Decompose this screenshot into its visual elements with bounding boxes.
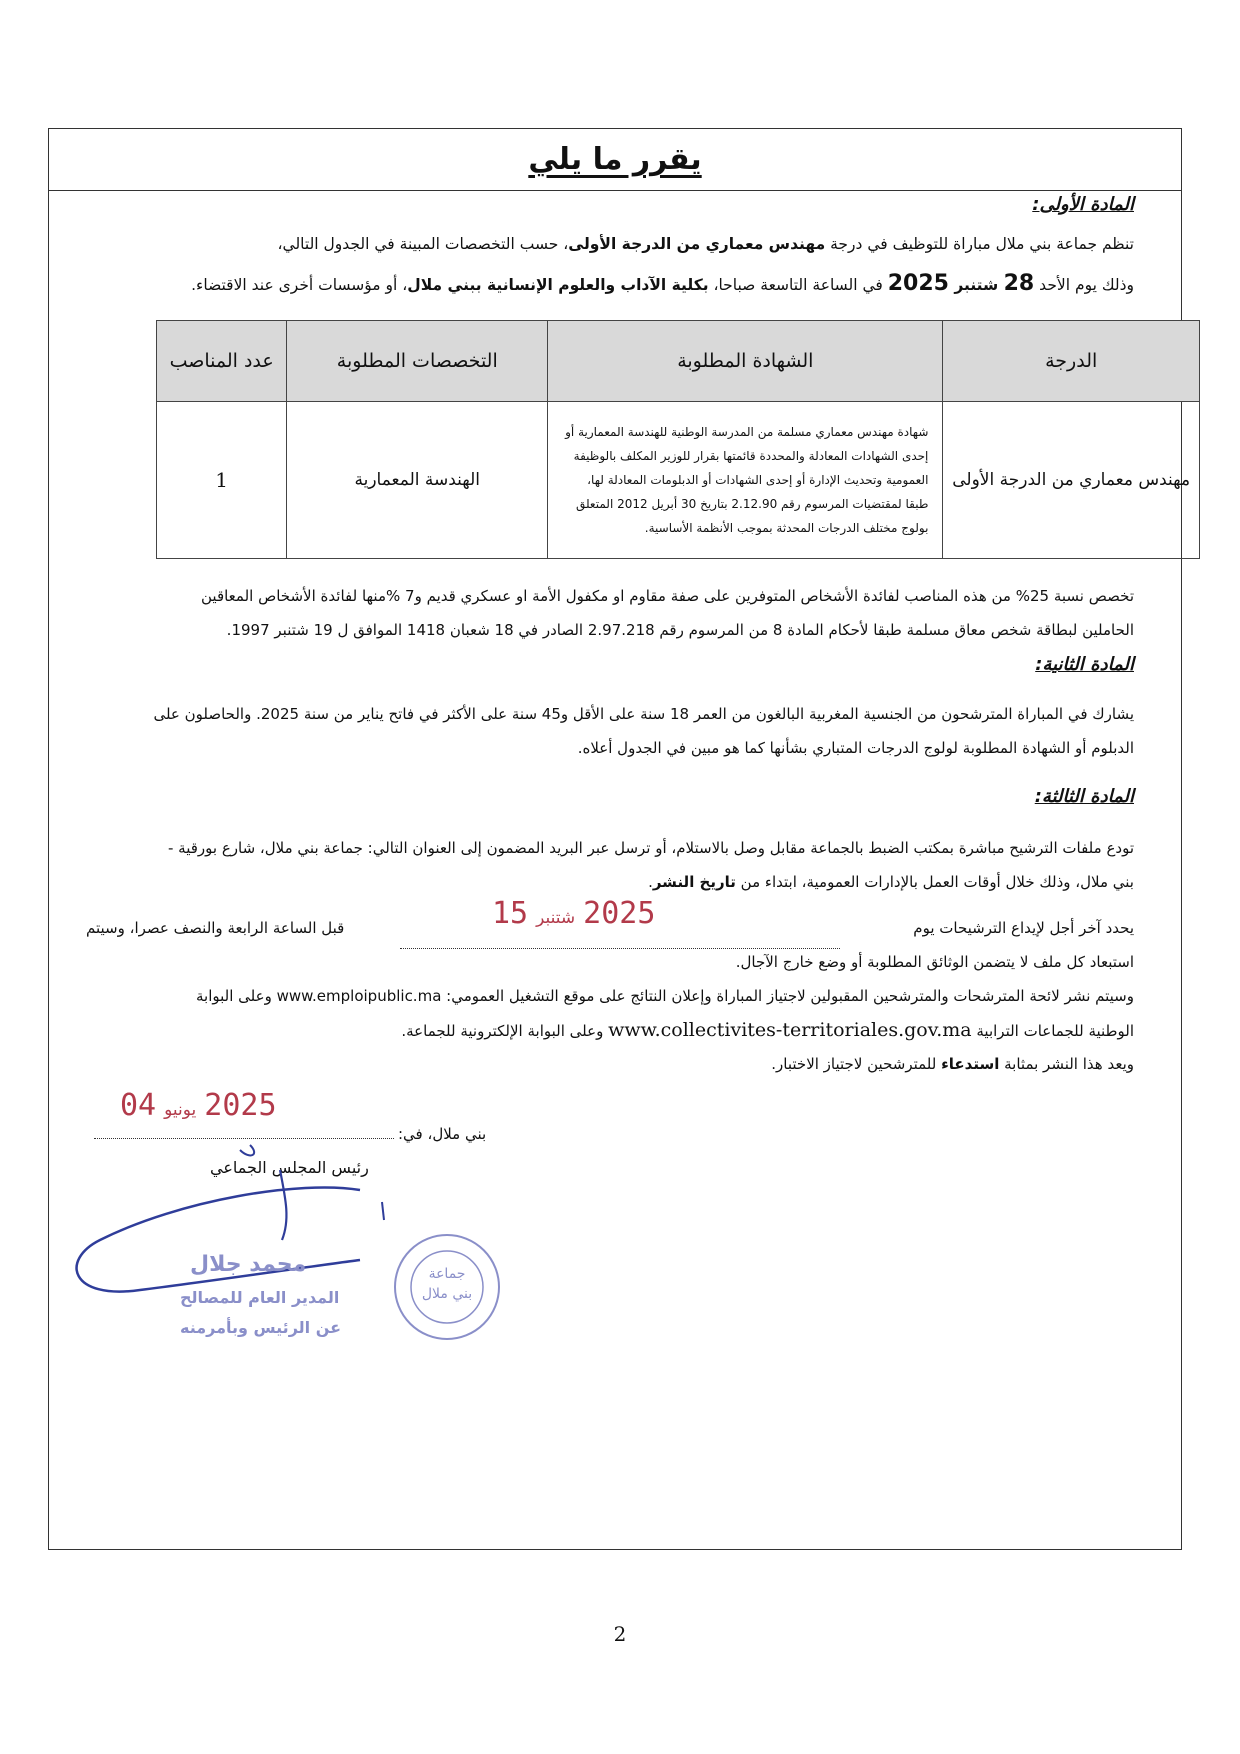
cell-certificate: شهادة مهندس معماري مسلمة من المدرسة الوطنية للهندسة المعمارية أو إحدى الشهادات المعادلة والمحددة قائمتها بقرار للوزير المكلف بالوظيفة العمومية وتحديث الإدارة أو إحدى الشهادات أو الدبلومات المعادلة لها، طبقا لمقتضيات المرسوم رقم 2.12.90 بتاريخ 30 أبريل 2012 المتعلق بولوج مختلف الدرجات المحدثة بموجب الأنظمة الأساسية. — [548, 402, 943, 559]
signer-title: المدير العام للمصالح — [180, 1288, 340, 1307]
portal-url: www.collectivites-territoriales.gov.ma — [608, 1019, 972, 1041]
article3-line4: استبعاد كل ملف لا يتضمن الوثائق المطلوبة أو وضع خارج الآجال. — [735, 953, 1134, 971]
cell-grade: مهندس معماري من الدرجة الأولى — [943, 402, 1200, 559]
article3-line7: ويعد هذا النشر بمثابة استدعاء للمترشحين لاجتياز الاختبار. — [771, 1055, 1134, 1073]
seal-line1: جماعة — [428, 1266, 466, 1282]
quota-line2: الحاملين لبطاقة شخص معاق مسلمة طبقا لأحكام المادة 8 من المرسوم رقم 2.97.218 الصادر في 18 شعبان 1418 الموافق ل 19 شتنبر 1997. — [226, 621, 1134, 639]
signer-delegation: عن الرئيس وبأمرمنه — [180, 1318, 342, 1337]
article2-title: المادة الثانية: — [1035, 654, 1134, 675]
col-header-count: عدد المناصب — [157, 321, 287, 402]
positions-table — [156, 320, 1200, 559]
table-row — [157, 402, 1200, 559]
place-label: بني ملال، في: — [398, 1125, 487, 1143]
col-header-certificate: الشهادة المطلوبة — [548, 321, 943, 402]
seal-line2: بني ملال — [421, 1286, 473, 1302]
page-number: 2 — [613, 1622, 627, 1646]
article1-title: المادة الأولى: — [1032, 194, 1134, 215]
title-box — [49, 129, 1181, 191]
page-title: يقرر ما يلي — [528, 142, 702, 177]
article1-line1: تنظم جماعة بني ملال مباراة للتوظيف في درجة مهندس معماري من الدرجة الأولى، حسب التخصصات المبينة في الجدول التالي، — [277, 235, 1134, 253]
signer-name: محمد جلال — [190, 1252, 307, 1277]
deadline-time: قبل الساعة الرابعة والنصف عصرا، وسيتم — [86, 919, 345, 937]
article3-line5: وسيتم نشر لائحة المترشحات والمترشحين المقبولين لاجتياز المباراة وإعلان النتائج على موقع التشغيل العمومي: www.emploipublic.ma وعلى البوابة — [196, 987, 1134, 1005]
place-dots — [94, 1120, 394, 1139]
col-header-specialty: التخصصات المطلوبة — [287, 321, 548, 402]
article3-line2: بني ملال، وذلك خلال أوقات العمل بالإدارات العمومية، ابتداء من تاريخ النشر. — [648, 873, 1134, 891]
official-seal — [392, 1232, 502, 1342]
signer-role: رئيس المجلس الجماعي — [210, 1158, 369, 1177]
deadline-date-stamp: 2025شتنبر15 — [492, 896, 656, 931]
article3-line6: الوطنية للجماعات الترابية www.collectivites-territoriales.gov.ma وعلى البوابة الإلكترونية للجماعة. — [401, 1019, 1134, 1041]
article1-line2: وذلك يوم الأحد 28 شتنبر 2025 في الساعة التاسعة صباحا، بكلية الآداب والعلوم الإنسانية ببني ملال، أو مؤسسات أخرى عند الاقتضاء. — [191, 271, 1134, 296]
article3-line1: تودع ملفات الترشيح مباشرة بمكتب الضبط بالجماعة مقابل وصل بالاستلام، أو ترسل عبر البريد المضمون إلى العنوان التالي: جماعة بني ملال، شارع بورقية - — [167, 839, 1134, 857]
col-header-grade: الدرجة — [943, 321, 1200, 402]
article2-line1: يشارك في المباراة المترشحون من الجنسية المغربية البالغون من العمر 18 سنة على الأقل و45 سنة على الأكثر في فاتح يناير من سنة 2025. والحاصلون على — [153, 705, 1134, 723]
article3-title: المادة الثالثة: — [1034, 786, 1134, 807]
signature-date-stamp: 2025يونيو04 — [120, 1088, 277, 1123]
table-header-row — [157, 321, 1200, 402]
deadline-label: يحدد آخر أجل لإيداع الترشيحات يوم — [913, 919, 1134, 937]
quota-line1: تخصص نسبة 25% من هذه المناصب لفائدة الأشخاص المتوفرين على صفة مقاوم او مكفول الأمة او عسكري قديم و7 %منها لفائدة الأشخاص المعاقين — [201, 587, 1134, 605]
cell-specialty: الهندسة المعمارية — [287, 402, 548, 559]
cell-count: 1 — [157, 402, 287, 559]
article2-line2: الدبلوم أو الشهادة المطلوبة لولوج الدرجات المتباري بشأنها كما هو مبين في الجدول أعلاه. — [577, 739, 1134, 757]
